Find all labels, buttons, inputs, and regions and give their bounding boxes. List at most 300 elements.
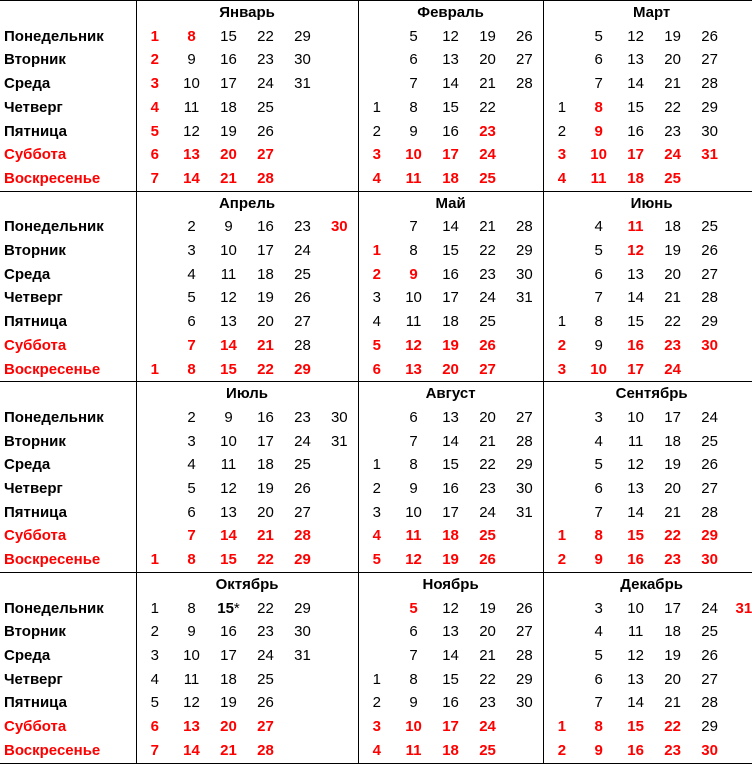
date-cell: 16 — [442, 122, 459, 140]
date-cell: 18 — [442, 741, 459, 759]
date-cell: 17 — [220, 75, 237, 93]
date-cell: 21 — [257, 336, 274, 354]
date-cell: 6 — [409, 408, 418, 426]
date-cell: 23 — [664, 551, 681, 569]
date-cell: 20 — [257, 503, 274, 521]
header-spacer — [0, 191, 136, 215]
empty-cell — [321, 72, 358, 96]
empty-cell — [728, 143, 752, 167]
empty-cell — [284, 96, 321, 120]
date-cell: 24 — [257, 75, 274, 93]
date-cell: 24 — [664, 360, 681, 378]
date-cell: 1 — [358, 239, 395, 263]
date-cell: 18 — [664, 623, 681, 641]
date-cell: 18 — [257, 265, 274, 283]
date-cell: 17 — [627, 360, 644, 378]
day-name: Среда — [4, 646, 51, 664]
date-cell: 6 — [187, 313, 196, 331]
date-cell: 19 — [257, 480, 274, 498]
day-name: Суббота — [4, 527, 67, 545]
empty-cell — [136, 501, 173, 525]
empty-cell — [136, 263, 173, 287]
empty-cell — [728, 691, 752, 715]
date-cell: 6 — [409, 623, 418, 641]
date-cell: 25 — [257, 670, 274, 688]
empty-cell — [728, 120, 752, 144]
date-cell: 19 — [220, 122, 237, 140]
date-cell: 25 — [701, 218, 718, 236]
day-name: Четверг — [4, 670, 63, 688]
date-cell: 15 — [627, 98, 644, 116]
date-cell: 23 — [664, 741, 681, 759]
date-cell: 25 — [479, 741, 496, 759]
quarter-header-row — [0, 191, 752, 215]
date-cell: 15 — [220, 551, 237, 569]
date-cell: 7 — [594, 503, 603, 521]
date-cell: 5 — [187, 289, 196, 307]
empty-cell — [728, 263, 752, 287]
date-cell: 23 — [294, 408, 311, 426]
empty-cell — [284, 691, 321, 715]
date-cell: 2 — [187, 218, 196, 236]
date-cell: 20 — [664, 480, 681, 498]
date-cell: 11 — [405, 169, 422, 187]
empty-cell — [321, 739, 358, 763]
date-cell: 3 — [594, 599, 603, 617]
date-cell: 9 — [594, 122, 603, 140]
date-cell: 17 — [442, 718, 459, 736]
empty-cell — [543, 477, 580, 501]
empty-cell — [691, 358, 728, 382]
date-cell: 15 — [627, 313, 644, 331]
day-name: Воскресенье — [4, 360, 101, 378]
date-cell: 4 — [187, 265, 196, 283]
date-cell: 18 — [220, 98, 237, 116]
date-cell: 29 — [515, 456, 533, 474]
date-cell: 16 — [442, 480, 459, 498]
date-cell: 20 — [220, 718, 237, 736]
date-cell: 8 — [594, 313, 603, 331]
day-row — [0, 143, 752, 167]
date-cell: 19 — [664, 242, 681, 260]
date-cell: 4 — [136, 96, 173, 120]
date-cell: 22 — [479, 98, 496, 116]
date-cell: 16 — [627, 336, 644, 354]
empty-cell — [321, 644, 358, 668]
date-cell: 28 — [294, 527, 311, 545]
empty-cell — [321, 358, 358, 382]
date-cell: 3 — [543, 358, 580, 382]
empty-cell — [358, 25, 395, 49]
date-cell: 5 — [594, 456, 603, 474]
date-cell: 18 — [664, 432, 681, 450]
date-cell: 11 — [405, 313, 422, 331]
date-cell: 5 — [358, 334, 395, 358]
date-cell: 26 — [701, 27, 718, 45]
date-cell: 23 — [257, 51, 274, 69]
date-cell: 7 — [136, 739, 173, 763]
date-cell: 28 — [294, 336, 311, 354]
date-cell: 15 — [627, 718, 644, 736]
empty-cell — [543, 644, 580, 668]
date-cell: 13 — [627, 480, 644, 498]
day-row — [0, 48, 752, 72]
date-cell: 29 — [701, 718, 718, 736]
date-cell: 16 — [442, 265, 459, 283]
date-cell: 14 — [627, 75, 644, 93]
date-cell: 26 — [701, 456, 718, 474]
date-cell: 9 — [409, 694, 418, 712]
day-name: Понедельник — [4, 27, 104, 45]
date-cell: 2 — [543, 548, 580, 572]
date-cell: 8 — [409, 670, 418, 688]
date-cell: 3 — [136, 72, 173, 96]
day-row — [0, 548, 752, 572]
date-cell: 4 — [358, 167, 395, 191]
empty-cell — [728, 72, 752, 96]
empty-cell — [506, 524, 543, 548]
day-name: Понедельник — [4, 408, 104, 426]
day-row — [0, 239, 752, 263]
date-cell: 13 — [183, 718, 200, 736]
date-cell: 12 — [627, 27, 644, 45]
empty-cell — [543, 48, 580, 72]
date-cell: 25 — [479, 313, 496, 331]
date-cell: 23 — [294, 218, 311, 236]
header-spacer — [0, 1, 136, 25]
date-cell: 30 — [515, 480, 533, 498]
date-cell: 31 — [330, 432, 348, 450]
date-cell: 15 — [627, 527, 644, 545]
date-cell: 30 — [701, 336, 718, 354]
date-cell: 3 — [358, 715, 395, 739]
empty-cell — [728, 620, 752, 644]
empty-cell — [543, 263, 580, 287]
date-cell: 18 — [220, 670, 237, 688]
date-cell: 10 — [183, 646, 200, 664]
date-cell: 29 — [294, 27, 311, 45]
date-cell: 1 — [136, 597, 173, 621]
empty-cell — [506, 334, 543, 358]
date-cell: 29 — [701, 313, 718, 331]
date-cell: 11 — [590, 169, 607, 187]
empty-cell — [728, 96, 752, 120]
date-cell: 14 — [627, 694, 644, 712]
date-cell: 20 — [664, 670, 681, 688]
date-cell: 25 — [664, 169, 681, 187]
empty-cell — [136, 406, 173, 430]
empty-cell — [136, 310, 173, 334]
date-cell: 30 — [515, 694, 533, 712]
date-cell: 12 — [442, 27, 459, 45]
empty-cell — [358, 72, 395, 96]
empty-cell — [543, 668, 580, 692]
date-cell: 16 — [627, 122, 644, 140]
empty-cell — [728, 524, 752, 548]
date-cell: 21 — [664, 694, 681, 712]
date-cell: 12 — [405, 336, 422, 354]
date-cell: 11 — [405, 527, 422, 545]
empty-cell — [358, 406, 395, 430]
date-cell: 21 — [479, 432, 496, 450]
date-cell: 30 — [701, 551, 718, 569]
date-cell: 26 — [701, 242, 718, 260]
date-cell: 4 — [136, 668, 173, 692]
date-cell: 30 — [330, 218, 348, 236]
header-spacer — [0, 572, 136, 596]
date-cell: 5 — [136, 120, 173, 144]
date-cell: 8 — [409, 456, 418, 474]
date-cell: 16 — [257, 218, 274, 236]
date-cell: 19 — [479, 27, 496, 45]
date-cell: 10 — [627, 599, 644, 617]
date-cell: 12 — [183, 122, 200, 140]
empty-cell — [321, 120, 358, 144]
empty-cell — [728, 310, 752, 334]
date-cell: 31 — [515, 289, 533, 307]
date-cell: 25 — [701, 623, 718, 641]
empty-cell — [136, 286, 173, 310]
date-cell: 25 — [257, 98, 274, 116]
date-cell: 2 — [358, 477, 395, 501]
date-cell: 9 — [409, 265, 418, 283]
date-cell: 11 — [405, 741, 422, 759]
date-cell: 13 — [627, 51, 644, 69]
date-cell: 16 — [220, 623, 237, 641]
date-cell: 24 — [664, 146, 681, 164]
date-cell: 6 — [594, 51, 603, 69]
empty-cell — [321, 668, 358, 692]
empty-cell — [506, 310, 543, 334]
quarter-header-row — [0, 382, 752, 406]
month-name: Июнь — [543, 191, 752, 215]
month-name: Ноябрь — [358, 572, 543, 596]
date-cell: 25 — [294, 265, 311, 283]
empty-cell — [136, 215, 173, 239]
date-cell: 5 — [136, 691, 173, 715]
date-cell: 8 — [594, 527, 603, 545]
date-cell: 17 — [664, 599, 681, 617]
date-cell: 31 — [515, 503, 533, 521]
date-cell: 22 — [257, 551, 274, 569]
empty-cell — [284, 167, 321, 191]
date-cell: 30 — [330, 408, 348, 426]
date-cell: 17 — [627, 146, 644, 164]
date-cell: 21 — [220, 741, 237, 759]
day-row — [0, 167, 752, 191]
empty-cell — [136, 453, 173, 477]
date-cell: 15 — [220, 27, 237, 45]
date-cell: 6 — [594, 265, 603, 283]
date-cell: 26 — [257, 694, 274, 712]
date-cell: 21 — [479, 218, 496, 236]
empty-cell — [358, 430, 395, 454]
empty-cell — [506, 143, 543, 167]
day-row — [0, 644, 752, 668]
day-row — [0, 358, 752, 382]
empty-cell — [543, 25, 580, 49]
day-name: Воскресенье — [4, 169, 101, 187]
date-cell: 11 — [627, 218, 644, 236]
date-cell: 29 — [701, 98, 718, 116]
date-cell: 7 — [409, 75, 418, 93]
date-cell: 23 — [479, 265, 496, 283]
date-cell: 27 — [701, 480, 718, 498]
date-cell: 7 — [187, 527, 196, 545]
empty-cell — [728, 406, 752, 430]
date-cell: 1 — [358, 96, 395, 120]
quarter-header-row — [0, 1, 752, 25]
day-row — [0, 597, 752, 621]
date-cell: 6 — [136, 715, 173, 739]
date-cell: 26 — [515, 27, 533, 45]
date-cell: 10 — [405, 146, 422, 164]
date-cell: 23 — [664, 122, 681, 140]
date-cell: 13 — [627, 265, 644, 283]
empty-cell — [543, 501, 580, 525]
empty-cell — [543, 430, 580, 454]
date-cell: 22 — [257, 599, 274, 617]
date-cell: 16 — [257, 408, 274, 426]
date-cell: 6 — [136, 143, 173, 167]
empty-cell — [358, 597, 395, 621]
date-cell: 7 — [409, 432, 418, 450]
month-name: Февраль — [358, 1, 543, 25]
date-cell: 2 — [358, 691, 395, 715]
empty-cell — [321, 143, 358, 167]
date-cell: 19 — [442, 336, 459, 354]
date-cell: 3 — [358, 286, 395, 310]
date-cell: 8 — [409, 98, 418, 116]
empty-cell — [543, 239, 580, 263]
day-row — [0, 72, 752, 96]
date-cell: 26 — [479, 336, 496, 354]
date-cell: 13 — [220, 503, 237, 521]
month-name: Август — [358, 382, 543, 406]
date-cell: 7 — [187, 336, 196, 354]
empty-cell — [284, 739, 321, 763]
empty-cell — [136, 430, 173, 454]
date-cell: 18 — [442, 313, 459, 331]
date-cell: 26 — [479, 551, 496, 569]
date-cell: 11 — [183, 670, 200, 688]
date-cell: 22 — [664, 98, 681, 116]
date-cell: 22 — [664, 718, 681, 736]
date-cell: 2 — [543, 120, 580, 144]
empty-cell — [728, 48, 752, 72]
date-cell: 24 — [257, 646, 274, 664]
empty-cell — [136, 477, 173, 501]
date-cell: 10 — [590, 146, 607, 164]
date-cell: 7 — [594, 75, 603, 93]
empty-cell — [321, 263, 358, 287]
date-cell: 10 — [627, 408, 644, 426]
empty-cell — [728, 453, 752, 477]
date-cell: 23 — [479, 122, 496, 140]
date-cell: 2 — [543, 334, 580, 358]
date-cell: 21 — [664, 289, 681, 307]
month-name: Октябрь — [136, 572, 358, 596]
date-cell: 19 — [479, 599, 496, 617]
date-cell: 29 — [515, 242, 533, 260]
date-cell: 14 — [442, 75, 459, 93]
date-cell: 12 — [220, 480, 237, 498]
date-cell: 3 — [358, 143, 395, 167]
date-cell: 27 — [294, 503, 311, 521]
day-name: Четверг — [4, 480, 63, 498]
date-cell: 28 — [701, 289, 718, 307]
date-cell: 2 — [358, 120, 395, 144]
date-cell: 4 — [543, 167, 580, 191]
empty-cell — [321, 167, 358, 191]
date-cell: 12 — [220, 289, 237, 307]
day-row — [0, 501, 752, 525]
date-cell: 18 — [627, 169, 644, 187]
date-cell: 8 — [594, 98, 603, 116]
date-cell: 24 — [479, 146, 496, 164]
empty-cell — [728, 715, 752, 739]
date-cell: 23 — [479, 694, 496, 712]
date-cell: 17 — [442, 146, 459, 164]
date-cell: 14 — [220, 527, 237, 545]
empty-cell — [321, 477, 358, 501]
date-cell: 17 — [257, 432, 274, 450]
date-cell: 1 — [543, 715, 580, 739]
date-cell: 9 — [594, 741, 603, 759]
date-cell: 21 — [479, 75, 496, 93]
date-cell: 22 — [479, 242, 496, 260]
date-cell: 28 — [701, 75, 718, 93]
date-cell: 4 — [358, 739, 395, 763]
date-cell: 5 — [594, 242, 603, 260]
date-cell: 27 — [701, 51, 718, 69]
date-cell: 25 — [479, 527, 496, 545]
date-cell: 28 — [515, 218, 533, 236]
empty-cell — [321, 691, 358, 715]
empty-cell — [321, 548, 358, 572]
date-cell: 2 — [543, 739, 580, 763]
date-cell: 18 — [442, 527, 459, 545]
date-cell: 20 — [442, 360, 459, 378]
date-cell: 9 — [187, 623, 196, 641]
date-cell: 24 — [294, 432, 311, 450]
date-cell: 20 — [664, 265, 681, 283]
date-cell: 31 — [735, 599, 752, 617]
day-name: Воскресенье — [4, 741, 101, 759]
date-cell: 11 — [627, 432, 644, 450]
empty-cell — [506, 358, 543, 382]
date-cell: 28 — [701, 694, 718, 712]
empty-cell — [284, 668, 321, 692]
date-cell: 8 — [187, 551, 196, 569]
date-cell: 7 — [594, 289, 603, 307]
day-row — [0, 286, 752, 310]
date-cell: 1 — [358, 453, 395, 477]
date-cell: 19 — [257, 289, 274, 307]
day-row — [0, 310, 752, 334]
date-cell: 4 — [594, 623, 603, 641]
date-cell: 24 — [294, 242, 311, 260]
date-cell: 10 — [405, 718, 422, 736]
date-cell: 2 — [358, 263, 395, 287]
date-cell: 16 — [220, 51, 237, 69]
date-cell: 11 — [183, 98, 200, 116]
date-cell — [210, 597, 247, 621]
empty-cell — [284, 715, 321, 739]
day-name: Воскресенье — [4, 551, 101, 569]
date-cell: 29 — [701, 527, 718, 545]
day-name: Вторник — [4, 432, 66, 450]
